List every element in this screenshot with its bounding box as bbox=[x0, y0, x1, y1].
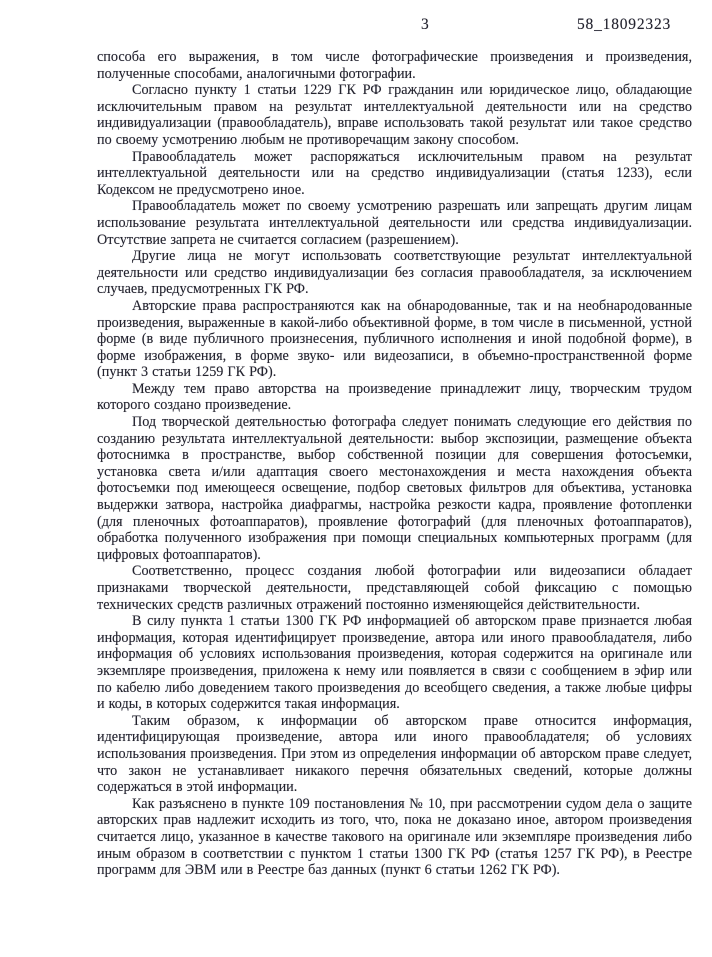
paragraph: способа его выражения, в том числе фотографические произведения и произведения, полученные способами, аналогичными фотографии. bbox=[97, 49, 692, 82]
paragraph: Другие лица не могут использовать соответствующие результат интеллектуальной деятельности или средство индивидуализации без согласия правообладателя, за исключением случаев, предусмотренных ГК РФ. bbox=[97, 248, 692, 298]
paragraph: Соответственно, процесс создания любой фотографии или видеозаписи обладает признаками творческой деятельности, представляющей собой фиксацию с помощью технических средств различных отражений постоянно изменяющейся действительности. bbox=[97, 563, 692, 613]
document-body bbox=[97, 49, 692, 879]
paragraph: Между тем право авторства на произведение принадлежит лицу, творческим трудом которого создано произведение. bbox=[97, 380, 692, 414]
paragraph: В силу пункта 1 статьи 1300 ГК РФ информацией об авторском праве признается любая информация, которая идентифицирует произведение, автора или иного правообладателя, либо информация об условиях использования произведения, которая содержится на оригинале или экземпляре произведения, приложена к нему или появляется в связи с сообщением в эфир или по кабелю либо доведением такого произведения до всеобщего сведения, а также любые цифры и коды, в которых содержится такая информация. bbox=[97, 613, 692, 713]
paragraph: Авторские права распространяются как на обнародованные, так и на необнародованные произведения, выраженные в какой-либо объективной форме, в том числе в письменной, устной форме (в виде публичного произнесения, публичного исполнения и иной подобной форме), в форме изображения, в форме звуко- или видеозаписи, в объемно-пространственной форме (пункт 3 статьи 1259 ГК РФ). bbox=[97, 297, 692, 381]
paragraph: Правообладатель может по своему усмотрению разрешать или запрещать другим лицам использование результата интеллектуальной деятельности или средства индивидуализации. Отсутствие запрета не считается согласием (разрешением). bbox=[97, 198, 692, 248]
paragraph: Таким образом, к информации об авторском праве относится информация, идентифицирующая произведение, автора или иного правообладателя; об условиях использования произведения. При этом из определения информации об авторском праве следует, что закон не устанавливает никакого перечня обязательных сведений, которые должны содержаться в этой информации. bbox=[97, 712, 692, 796]
paragraph: Согласно пункту 1 статьи 1229 ГК РФ гражданин или юридическое лицо, обладающие исключительным правом на результат интеллектуальной деятельности или на средство индивидуализации (правообладатель), вправе использовать такой результат или такое средство по своему усмотрению любым не противоречащим закону способом. bbox=[97, 82, 692, 148]
page-header bbox=[0, 0, 712, 40]
page-number: 3 bbox=[421, 16, 430, 33]
paragraph: Правообладатель может распоряжаться исключительным правом на результат интеллектуальной деятельности или на средство индивидуализации (статья 1233), если Кодексом не предусмотрено иное. bbox=[97, 148, 692, 198]
paragraph: Под творческой деятельностью фотографа следует понимать следующие его действия по созданию результата интеллектуальной деятельности: выбор экспозиции, размещение объекта фотоснимка в пространстве, выбор собственной позиции для совершения фотосъемки, установка света и/или адаптация своего местонахождения и места нахождения объекта фотосъемки под имеющееся освещение, подбор световых фильтров для объектива, установка выдержки затвора, настройка диафрагмы, настройка резкости кадра, проявление фотопленки (для пленочных фотоаппаратов), проявление фотографий (для пленочных фотоаппаратов), обработка полученного изображения при помощи специальных компьютерных программ (для цифровых фотоаппаратов). bbox=[97, 414, 692, 563]
case-number: 58_18092323 bbox=[577, 16, 672, 33]
paragraph: Как разъяснено в пункте 109 постановления № 10, при рассмотрении судом дела о защите авторских прав надлежит исходить из того, что, пока не доказано иное, автором произведения считается лицо, указанное в качестве такового на оригинале или экземпляре произведения либо иным образом в соответствии с пунктом 1 статьи 1300 ГК РФ (статья 1257 ГК РФ), в Реестре программ для ЭВМ или в Реестре баз данных (пункт 6 статьи 1262 ГК РФ). bbox=[97, 795, 692, 879]
